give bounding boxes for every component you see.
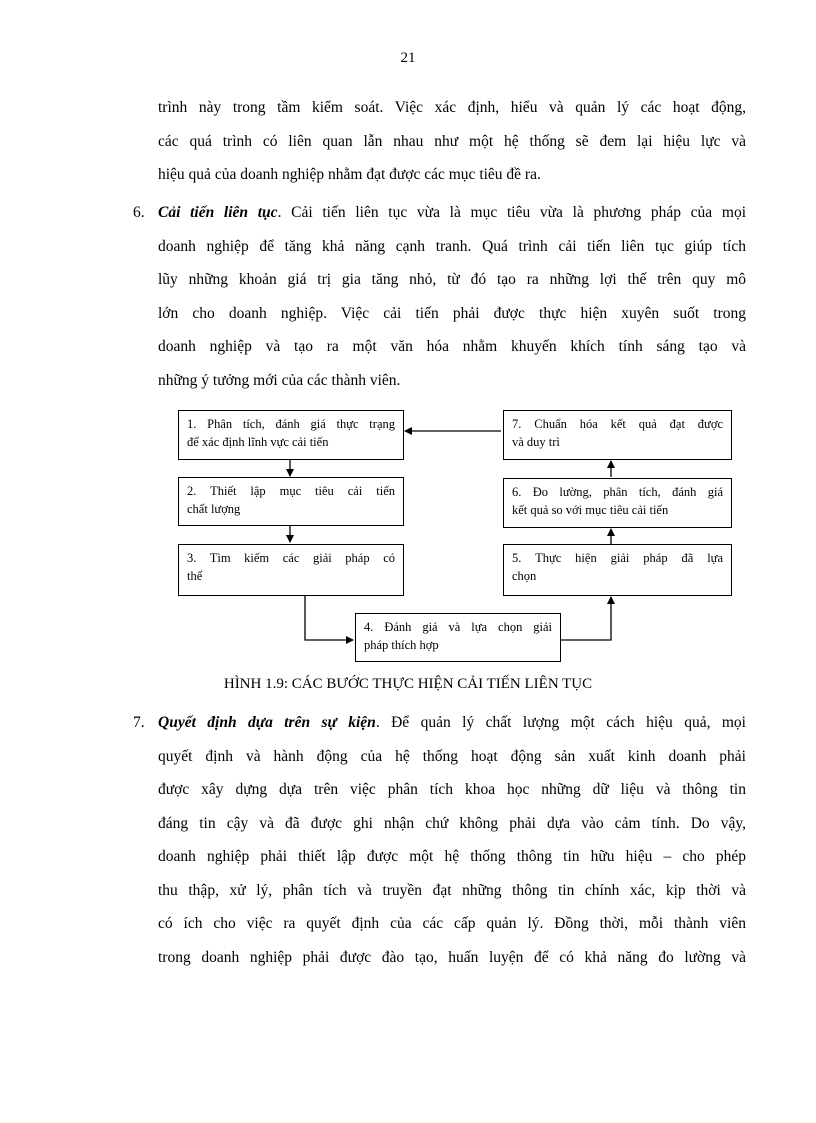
text-line: doanh nghiệp để tăng khả năng cạnh tranh. Quá trình cải tiến liên tục giúp tích [158, 237, 746, 255]
box-text: và duy trì [512, 435, 560, 449]
text-line: được xây dựng dựa trên việc phân tích khoa học những dữ liệu và thông tin [158, 781, 746, 798]
item-7-title: Quyết định dựa trên sự kiện [158, 714, 376, 731]
text-line: thu thập, xử lý, phân tích và truyền đạt những thông tin chính xác, kịp thời và [158, 881, 746, 899]
arrow-3-to-4 [305, 596, 353, 640]
box-text: thể [187, 569, 203, 583]
item-6-title: Cải tiến liên tục [158, 204, 278, 221]
page-number: 21 [400, 50, 416, 66]
step-box-4 [355, 613, 561, 662]
step-box-3 [178, 544, 404, 596]
text-line: doanh nghiệp và tạo ra một văn hóa nhằm khuyến khích tính sáng tạo và [158, 338, 746, 355]
item-7-number: 7. [133, 714, 145, 731]
box-text: 7. Chuẩn hóa kết quả đạt được [512, 417, 723, 431]
text-line: trình này trong tầm kiểm soát. Việc xác định, hiểu và quản lý các hoạt động, [158, 99, 746, 116]
box-text: 2. Thiết lập mục tiêu cải tiến [187, 484, 395, 498]
box-text: chất lượng [187, 502, 241, 516]
step-box-1 [178, 410, 404, 460]
box-text: 6. Đo lường, phân tích, đánh giá [512, 485, 723, 499]
text-line: doanh nghiệp phải thiết lập được một hệ thống thông tin hữu hiệu – cho phép [158, 848, 746, 865]
item-7-first-line: . Để quản lý chất lượng một cách hiệu quả, mọi [375, 714, 746, 731]
text-line: quyết định và hành động của hệ thống hoạt động sản xuất kinh doanh phải [158, 747, 746, 765]
box-text: 5. Thực hiện giải pháp đã lựa [512, 551, 723, 565]
box-text: kết quả so với mục tiêu cải tiến [512, 503, 669, 517]
box-text: 3. Tìm kiếm các giải pháp có [187, 551, 395, 565]
box-text: để xác định lĩnh vực cải tiến [187, 435, 329, 449]
box-text: pháp thích hợp [364, 638, 439, 652]
box-text: chọn [512, 569, 537, 583]
figure-caption: HÌNH 1.9: CÁC BƯỚC THỰC HIỆN CẢI TIẾN LIÊN TỤC [223, 676, 593, 692]
item-6-first-line: . Cải tiến liên tục vừa là mục tiêu vừa là phương pháp của mọi [277, 204, 747, 221]
step-box-6 [503, 478, 732, 528]
text-line: hiệu quả của doanh nghiệp nhằm đạt được các mục tiêu đề ra. [158, 166, 541, 183]
text-line: lũy những khoản giá trị gia tăng nhỏ, từ đó tạo ra những lợi thế trên quy mô [158, 271, 746, 288]
step-box-7 [503, 410, 732, 460]
text-line: những ý tưởng mới của các thành viên. [158, 371, 401, 389]
box-text: 4. Đánh giá và lựa chọn giải [364, 620, 552, 634]
item-6-number: 6. [133, 204, 145, 221]
text-line: trong doanh nghiệp phải được đào tạo, huấn luyện để có khả năng đo lường và [158, 948, 746, 966]
arrow-4-to-5 [561, 597, 611, 640]
box-text: 1. Phân tích, đánh giá thực trạng [187, 417, 395, 431]
text-line [158, 706, 746, 740]
text-line: lớn cho doanh nghiệp. Việc cải tiến phải được thực hiện xuyên suốt trong [158, 304, 746, 322]
text-line: có ích cho việc ra quyết định của các cấp quản lý. Đồng thời, mỗi thành viên [158, 915, 746, 932]
item-7-paragraph [158, 706, 746, 974]
text-line: các quá trình có liên quan lẫn nhau như một hệ thống sẽ đem lại hiệu lực và [158, 132, 746, 150]
text-line: đáng tin cậy và đã được ghi nhận chứ không phải dựa vào cảm tính. Do vậy, [158, 814, 746, 832]
step-box-2 [178, 477, 404, 526]
step-box-5 [503, 544, 732, 596]
